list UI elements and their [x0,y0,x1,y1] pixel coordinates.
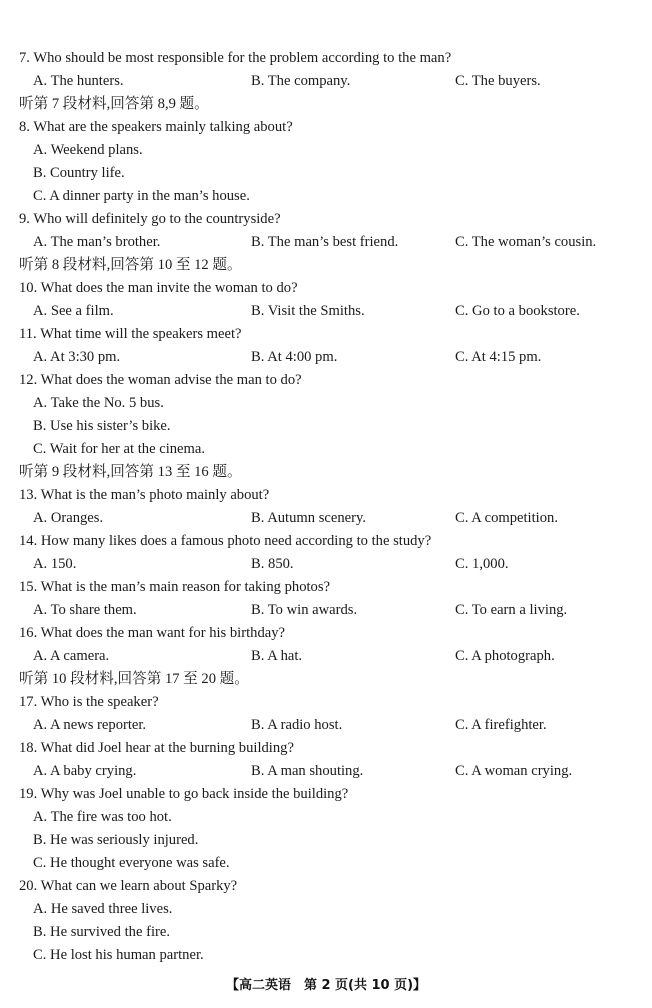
option-a[interactable]: A. A baby crying. [33,763,137,779]
question-18: 18. What did Joel hear at the burning building? [19,740,294,756]
option-c[interactable]: C. Wait for her at the cinema. [33,441,205,457]
option-b[interactable]: B. Use his sister’s bike. [33,418,171,434]
option-a[interactable]: A. 150. [33,556,77,572]
option-b[interactable]: B. The company. [251,73,351,89]
options-row-10 [0,300,652,323]
options-row-15 [0,599,652,622]
option-c[interactable]: C. A competition. [455,510,558,526]
options-row-16 [0,645,652,668]
option-a[interactable]: A. At 3:30 pm. [33,349,121,365]
options-row-7 [0,70,652,93]
question-9: 9. Who will definitely go to the countryside? [19,211,281,227]
option-c[interactable]: C. A firefighter. [455,717,547,733]
option-a[interactable]: A. The fire was too hot. [33,809,172,825]
question-14: 14. How many likes does a famous photo need according to the study? [19,533,432,549]
section-heading-7: 听第 7 段材料,回答第 8,9 题。 [19,96,209,112]
option-c[interactable]: C. To earn a living. [455,602,568,618]
question-20: 20. What can we learn about Sparky? [19,878,238,894]
options-row-17 [0,714,652,737]
question-19: 19. Why was Joel unable to go back inside the building? [19,786,349,802]
options-row-14 [0,553,652,576]
option-b[interactable]: B. He was seriously injured. [33,832,199,848]
option-c[interactable]: C. A woman crying. [455,763,573,779]
option-b[interactable]: B. He survived the fire. [33,924,170,940]
section-heading-8: 听第 8 段材料,回答第 10 至 12 题。 [19,257,242,273]
options-row-9 [0,231,652,254]
option-a[interactable]: A. A camera. [33,648,110,664]
option-b[interactable]: B. At 4:00 pm. [251,349,338,365]
option-c[interactable]: C. He lost his human partner. [33,947,204,963]
section-heading-9: 听第 9 段材料,回答第 13 至 16 题。 [19,464,242,480]
option-a[interactable]: A. Oranges. [33,510,104,526]
options-row-13 [0,507,652,530]
option-b[interactable]: B. Autumn scenery. [251,510,366,526]
option-b[interactable]: B. Visit the Smiths. [251,303,365,319]
option-c[interactable]: C. A photograph. [455,648,555,664]
options-row-11 [0,346,652,369]
section-heading-10: 听第 10 段材料,回答第 17 至 20 题。 [19,671,249,687]
question-15: 15. What is the man’s main reason for taking photos? [19,579,331,595]
question-16: 16. What does the man want for his birthday? [19,625,286,641]
option-a[interactable]: A. Weekend plans. [33,142,143,158]
option-b[interactable]: B. A hat. [251,648,303,664]
option-a[interactable]: A. The man’s brother. [33,234,161,250]
option-a[interactable]: A. Take the No. 5 bus. [33,395,164,411]
option-c[interactable]: C. At 4:15 pm. [455,349,542,365]
option-c[interactable]: C. He thought everyone was safe. [33,855,230,871]
option-b[interactable]: B. 850. [251,556,294,572]
question-17: 17. Who is the speaker? [19,694,159,710]
option-a[interactable]: A. See a film. [33,303,114,319]
question-10: 10. What does the man invite the woman to do? [19,280,298,296]
option-b[interactable]: B. The man’s best friend. [251,234,399,250]
option-a[interactable]: A. He saved three lives. [33,901,173,917]
option-c[interactable]: C. Go to a bookstore. [455,303,580,319]
page-footer: 【高二英语 第 2 页(共 10 页)】 [225,978,427,993]
options-row-18 [0,760,652,783]
question-7: 7. Who should be most responsible for the problem according to the man? [19,50,452,66]
option-c[interactable]: C. A dinner party in the man’s house. [33,188,250,204]
question-12: 12. What does the woman advise the man to do? [19,372,302,388]
option-c[interactable]: C. The woman’s cousin. [455,234,597,250]
question-8: 8. What are the speakers mainly talking about? [19,119,293,135]
question-11: 11. What time will the speakers meet? [19,326,242,342]
option-c[interactable]: C. 1,000. [455,556,509,572]
option-b[interactable]: B. A man shouting. [251,763,364,779]
option-a[interactable]: A. A news reporter. [33,717,147,733]
question-13: 13. What is the man’s photo mainly about? [19,487,270,503]
option-c[interactable]: C. The buyers. [455,73,541,89]
option-a[interactable]: A. The hunters. [33,73,124,89]
option-b[interactable]: B. Country life. [33,165,125,181]
option-b[interactable]: B. A radio host. [251,717,343,733]
option-a[interactable]: A. To share them. [33,602,137,618]
option-b[interactable]: B. To win awards. [251,602,358,618]
